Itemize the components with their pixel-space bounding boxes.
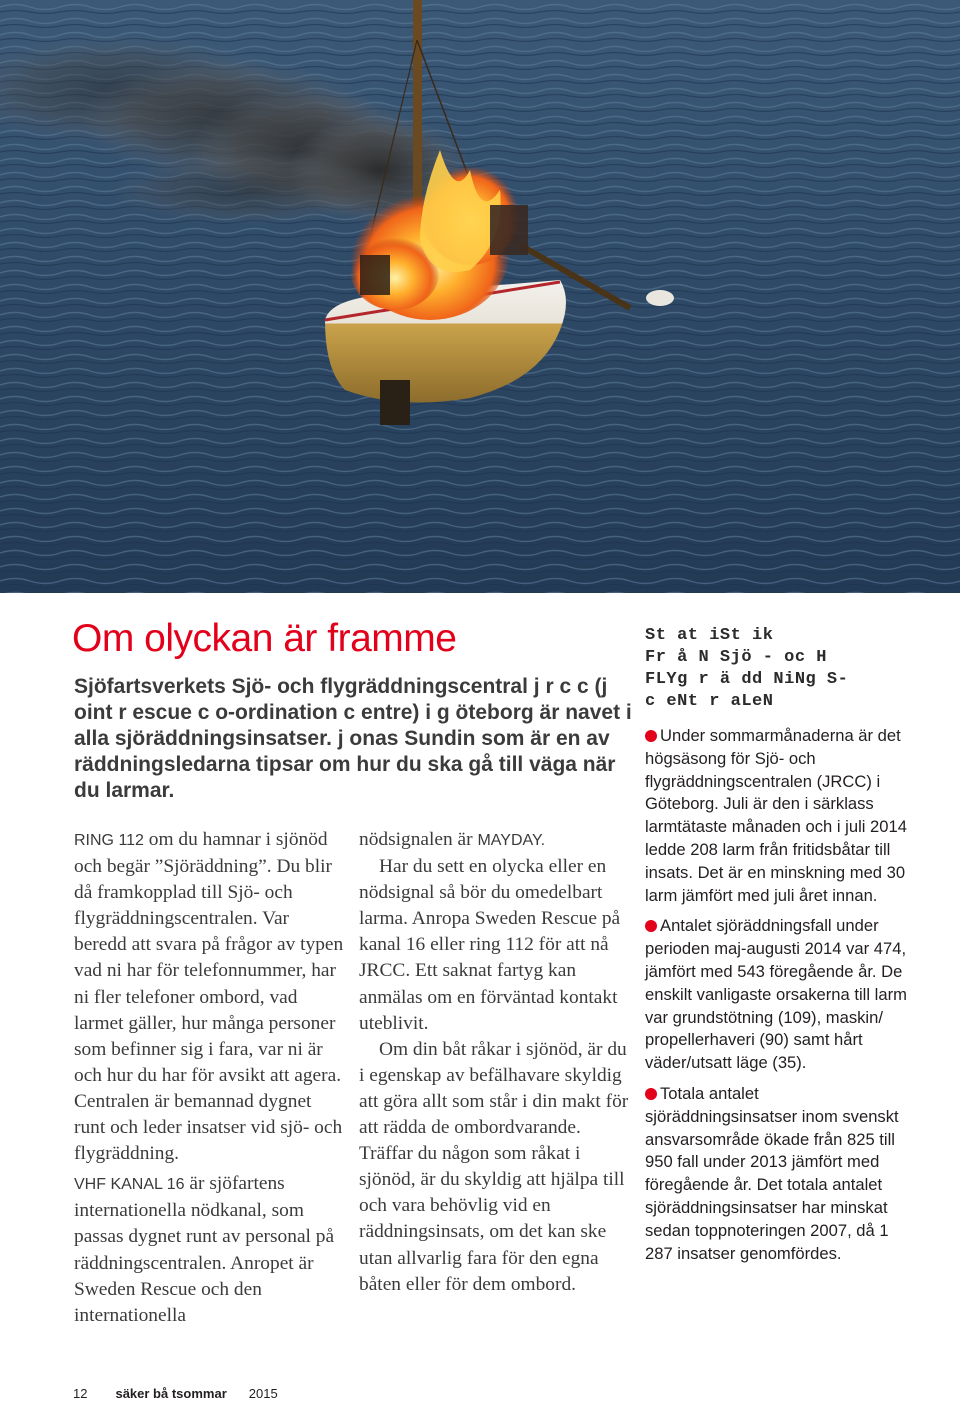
bullet-dot-icon	[645, 1088, 657, 1100]
statistics-list	[645, 725, 913, 1265]
vhf-runin: VHF KANAL 16	[74, 1176, 185, 1194]
list-item	[645, 1083, 913, 1265]
list-item	[645, 725, 913, 907]
list-item-text: Totala antalet sjöräddningsinsatser inom svenskt ansvarsområde ökade från 825 till 950 fall under 2013 jämfört med föregående år. Det totala antalet sjöräddningsinsatser har minskat sedan toppnoteringen 2007, då 1 287 insatser genomfördes.	[645, 1083, 899, 1263]
list-item-text: Under sommarmånaderna är det högsäsong för Sjö- och flygräddningscentralen (JRCC) i Göteborg. Juli är den i särklass larmtätaste månaden och i juli 2014 ledde 208 larm från fritidsbåtar till insats. Det är en minskning med 30 larm jämfört med juli året innan.	[645, 726, 907, 905]
article-lead: Sjöfartsverkets Sjö- och flygräddningscentral j r c c (j oint r escue c o-ordination c entre) i g öteborg är navet i alla sjöräddningsinsatser. j onas Sundin som är en av räddningsledarna tipsar om hur du ska gå till väga när du larmar.	[74, 675, 632, 802]
paragraph-text: är sjöfartens internationella nödkanal, som passas dygnet runt av personal på räddningscentralen. Anropet är Sweden Rescue och den internationella	[74, 1173, 335, 1326]
article-paragraph	[359, 827, 631, 854]
list-item	[645, 915, 913, 1075]
ring-112-runin: RING 112	[74, 832, 144, 849]
bullet-dot-icon	[645, 920, 657, 932]
bullet-dot-icon	[645, 730, 657, 742]
paragraph-text: om du hamnar i sjönöd och begär ”Sjöräddning”. Du blir då framkopplad till Sjö- och flygräddningscentralen. Var beredd att svara på frågor av typen vad ni har för telefonnummer, har ni fler telefoner ombord, vad larmet gäller, hur många personer som befinner sig i fara, var ni är och hur du har för avsikt att agera. Centralen är bemannad dygnet runt och leder insatser vid sjö- och flygräddning.	[74, 829, 344, 1165]
article-column-2	[359, 827, 631, 1298]
photo-illustration	[0, 0, 960, 593]
article-paragraph: Om din båt råkar i sjönöd, är du i egenskap av befälhavare skyldig att göra allt som står i din makt för att rädda de ombordvarande. Träffar du någon som råkat i sjönöd, är du skyldig att hjälpa till och vara behövlig vid en räddningsinsats, om det kan ske utan allvarlig fara för den egna båten eller för dem ombord.	[359, 1038, 629, 1295]
burning-boat-photo	[0, 0, 960, 593]
magazine-name: säker bå tsommar	[115, 1386, 227, 1401]
page-footer	[73, 1386, 278, 1401]
article-column-1	[74, 827, 346, 1329]
article-paragraph	[74, 1171, 346, 1329]
article-paragraph	[74, 827, 346, 1167]
article-paragraph: Har du sett en olycka eller en nödsignal så bör du omedelbart larma. Anropa Sweden Rescue på kanal 16 eller ring 112 för att nå JRCC. Ett saknat fartyg kan anmälas om en förväntad kontakt uteblivit.	[359, 856, 621, 1034]
sidebar-title: St at iSt ik Fr å N Sjö - oc H FLYg r ä dd NiNg S- c eNt r aLeN	[645, 626, 849, 711]
issue-year: 2015	[248, 1386, 278, 1401]
article-headline: Om olyckan är framme	[72, 617, 457, 660]
list-item-text: Antalet sjöräddningsfall under perioden maj-augusti 2014 var 474, jämfört med 543 föregående år. De enskilt vanligaste orsakerna till larm var grundstötning (109), maskin/ propellerhaveri (90) samt hårt väder/utsatt läge (35).	[645, 916, 907, 1073]
paragraph-text: nödsignalen är	[359, 829, 478, 850]
page-number: 12	[73, 1386, 88, 1401]
statistics-sidebar	[645, 625, 913, 1273]
mayday-runin: MAYDAY.	[477, 832, 546, 849]
